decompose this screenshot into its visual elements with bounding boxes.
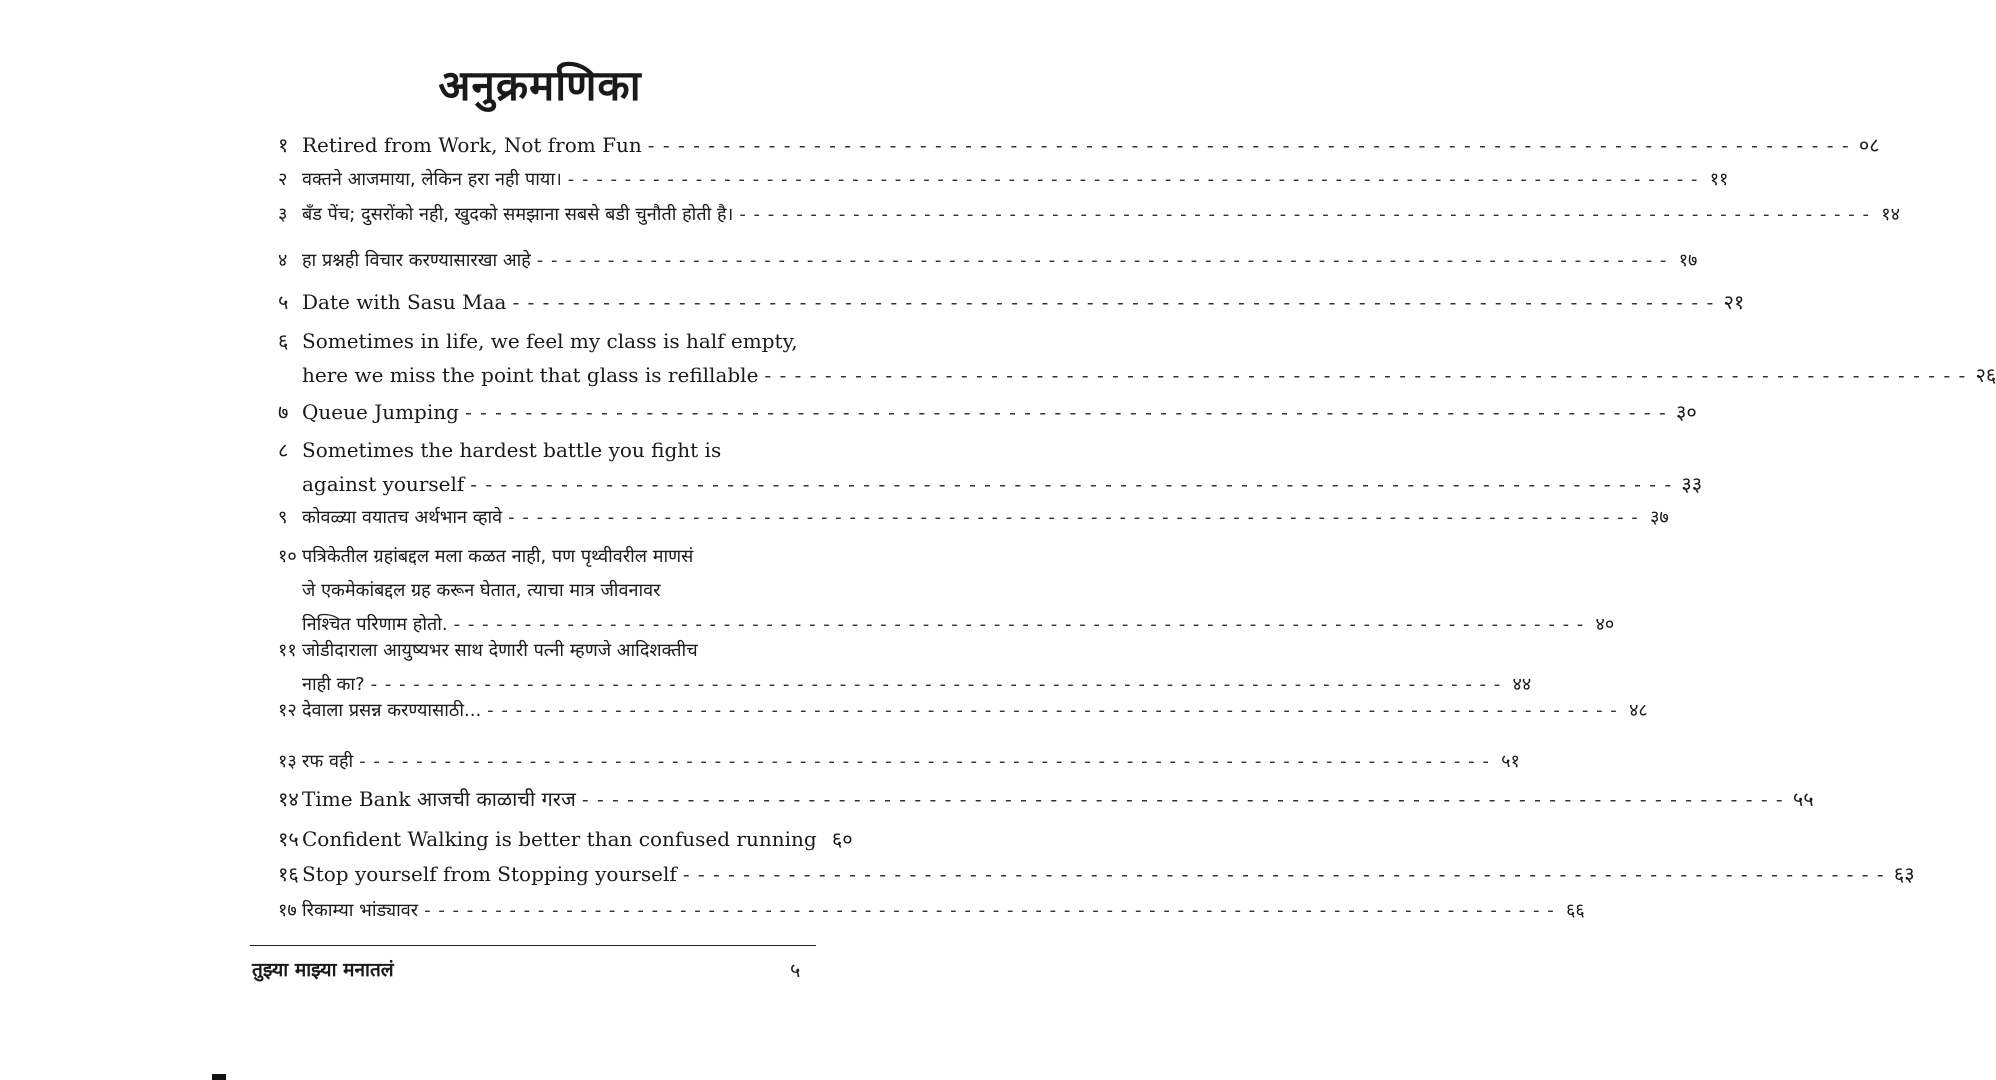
dot-leader: - - - - - - - - - - - - - - - - - - - - - - - - - - - - - - - - - - - - - - - - - - - - - - - - - - - - - - - - - - - - - - - - - - - - - - - - - - - - - - - - <box>581 787 1784 811</box>
toc-entry-line <box>278 467 1703 501</box>
toc-entry-page: २६ <box>1975 363 1996 387</box>
toc-entry-line <box>278 285 1745 319</box>
toc-entry-line <box>278 198 1900 232</box>
toc-entry-page: २१ <box>1723 290 1745 314</box>
toc-entry-title: जोडीदाराला आयुष्यभर साथ देणारी पत्नी म्हणजे आदिशक्तीच <box>302 640 698 661</box>
toc-entry-title: रिकाम्या भांड्यावर <box>302 900 419 921</box>
toc-entry <box>278 694 1648 728</box>
dot-leader: - - - - - - - - - - - - - - - - - - - - - - - - - - - - - - - - - - - - - - - - - - - - - - - - - - - - - - - - - - - - - - - - - - - - - - - - - - - - - - - - <box>512 290 1715 314</box>
toc-entry-number: ९ <box>278 507 288 528</box>
toc-entry <box>278 163 1729 197</box>
footer-page-number: ५ <box>790 958 801 982</box>
toc-entry-line <box>278 540 811 574</box>
toc-entry-number: १६ <box>278 862 299 886</box>
toc-entry-page: १४ <box>1881 204 1900 225</box>
toc-entry-line <box>278 324 811 358</box>
dot-leader: - - - - - - - - - - - - - - - - - - - - - - - - - - - - - - - - - - - - - - - - - - - - - - - - - - - - - - - - - - - - - - - - - - - - - - - - - - - - - - - - <box>739 204 1870 225</box>
toc-entry-page: ५५ <box>1792 787 1814 811</box>
toc-entry-line <box>278 163 1729 197</box>
toc-entry-title: देवाला प्रसन्न करण्यासाठी... <box>302 700 482 721</box>
dot-leader: - - - - - - - - - - - - - - - - - - - - - - - - - - - - - - - - - - - - - - - - - - - - - - - - - - - - - - - - - - - - - - - - - - - - - - - - - - - - - - - - <box>682 862 1885 886</box>
toc-entry <box>278 634 1532 702</box>
toc-entry-title: Date with Sasu Maa <box>302 290 507 314</box>
toc-entry-number: २ <box>278 169 288 190</box>
toc-entry-title: वक्तने आजमाया, लेकिन हरा नही पाया। <box>302 169 562 190</box>
toc-entry-title: पत्रिकेतील ग्रहांबद्दल मला कळत नाही, पण पृथ्वीवरील माणसं <box>302 546 694 567</box>
footer-book-title: तुझ्या माझ्या मनातलं <box>252 959 394 981</box>
toc-entry-title: Sometimes in life, we feel my class is half empty, <box>302 329 798 353</box>
toc-entry-page: ११ <box>1709 169 1729 190</box>
toc-entry-number: १३ <box>278 751 297 772</box>
dot-leader: - - - - - - - - - - - - - - - - - - - - - - - - - - - - - - - - - - - - - - - - - - - - - - - - - - - - - - - - - - - - - - - - - - - - - - - - - - - - - - - - <box>487 700 1618 721</box>
toc-entry-number: १० <box>278 546 297 567</box>
toc-entry-page: ४४ <box>1512 674 1532 695</box>
toc-entry-line <box>278 128 1880 162</box>
dot-leader: - - - - - - - - - - - - - - - - - - - - - - - - - - - - - - - - - - - - - - - - - - - - - - - - - - - - - - - - - - - - - - - - - - - - - - - - - - - - - - - - <box>567 169 1699 190</box>
dot-leader: - - - - - - - - - - - - - - - - - - - - - - - - - - - - - - - - - - - - - - - - - - - - - - - - - - - - - - - - - - - - - - - - - - - - - - - - - - - - - - - - <box>508 507 1639 528</box>
toc-entry-page: ३३ <box>1681 472 1703 496</box>
dot-leader: - - - - - - - - - - - - - - - - - - - - - - - - - - - - - - - - - - - - - - - - - - - - - - - - - - - - - - - - - - - - - - - - - - - - - - - - - - - - - - - - <box>453 614 1585 635</box>
toc-entry-title: जे एकमेकांबद्दल ग्रह करून घेतात, त्याचा मात्र जीवनावर <box>302 580 661 601</box>
toc-entry-number: ११ <box>278 640 297 661</box>
toc-entry <box>278 128 1880 162</box>
toc-entry <box>278 782 1814 816</box>
toc-entry-number: १ <box>278 133 289 157</box>
footer-divider <box>250 945 816 946</box>
toc-entry-line <box>278 358 1996 392</box>
toc-entry-page: ५१ <box>1501 751 1520 772</box>
toc-entry <box>278 857 1915 891</box>
toc-entry-page: ६६ <box>1566 900 1585 921</box>
toc-entry <box>278 822 853 856</box>
toc-entry-line <box>278 894 1585 928</box>
toc-entry-title: निश्चित परिणाम होतो. <box>302 614 448 635</box>
toc-entry-title: Stop yourself from Stopping yourself <box>302 862 677 886</box>
toc-entry-page: ६० <box>831 827 853 851</box>
toc-entry <box>278 501 1669 535</box>
toc-entry-title: here we miss the point that glass is refillable <box>302 363 759 387</box>
toc-entry-line <box>278 857 1915 891</box>
toc-entry-title: Confident Walking is better than confused running <box>302 827 817 851</box>
toc-entry-title: Queue Jumping <box>302 400 459 424</box>
toc-entry-line <box>278 822 853 856</box>
toc-entry-number: १२ <box>278 700 297 721</box>
toc-entry <box>278 198 1900 232</box>
toc-entry <box>278 285 1745 319</box>
toc-entry-line <box>278 574 811 608</box>
dot-leader: - - - - - - - - - - - - - - - - - - - - - - - - - - - - - - - - - - - - - - - - - - - - - - - - - - - - - - - - - - - - - - - - - - - - - - - - - - - - - - - - <box>359 751 1490 772</box>
toc-entry-line <box>278 244 1698 278</box>
toc-entry-number: ३ <box>278 204 288 225</box>
toc-entry-number: ५ <box>278 290 289 314</box>
toc-entry <box>278 395 1697 429</box>
toc-entry <box>278 433 1703 501</box>
toc-entry-page: ४० <box>1595 614 1615 635</box>
toc-entry <box>278 540 1615 642</box>
toc-entry-number: ७ <box>278 400 289 424</box>
toc-entry-page: ३० <box>1676 400 1697 424</box>
scan-mark <box>212 1074 226 1080</box>
dot-leader: - - - - - - - - - - - - - - - - - - - - - - - - - - - - - - - - - - - - - - - - - - - - - - - - - - - - - - - - - - - - - - - - - - - - - - - - - - - - - - - - <box>464 400 1667 424</box>
toc-entry-line <box>278 433 811 467</box>
toc-entry-title: रफ वही <box>302 751 354 772</box>
dot-leader: - - - - - - - - - - - - - - - - - - - - - - - - - - - - - - - - - - - - - - - - - - - - - - - - - - - - - - - - - - - - - - - - - - - - - - - - - - - - - - - - <box>647 133 1850 157</box>
toc-entry <box>278 244 1698 278</box>
toc-entry-line <box>278 694 1648 728</box>
toc-entry-page: १७ <box>1678 250 1698 271</box>
toc-entry-line <box>278 634 811 668</box>
toc-entry <box>278 745 1520 779</box>
dot-leader: - - - - - - - - - - - - - - - - - - - - - - - - - - - - - - - - - - - - - - - - - - - - - - - - - - - - - - - - - - - - - - - - - - - - - - - - - - - - - - - - <box>370 674 1502 695</box>
toc-entry-page: ६३ <box>1893 862 1915 886</box>
toc-entry-page: ३७ <box>1650 507 1669 528</box>
toc-entry-line <box>278 395 1697 429</box>
toc-entry-line <box>278 745 1520 779</box>
toc-entry <box>278 894 1585 928</box>
toc-entry-number: ६ <box>278 329 289 353</box>
toc-entry-title: हा प्रश्नही विचार करण्यासारखा आहे <box>302 250 531 271</box>
toc-entry-line <box>278 782 1814 816</box>
toc-entry-title: कोवळ्या वयातच अर्थभान व्हावे <box>302 507 503 528</box>
toc-entry-number: १५ <box>278 827 299 851</box>
toc-entry-title: बँड पेंच; दुसरोंको नही, खुदको समझाना सबसे बडी चुनौती होती है। <box>302 204 734 225</box>
dot-leader: - - - - - - - - - - - - - - - - - - - - - - - - - - - - - - - - - - - - - - - - - - - - - - - - - - - - - - - - - - - - - - - - - - - - - - - - - - - - - - - - <box>424 900 1555 921</box>
toc-entry-number: ८ <box>278 438 289 462</box>
dot-leader: - - - - - - - - - - - - - - - - - - - - - - - - - - - - - - - - - - - - - - - - - - - - - - - - - - - - - - - - - - - - - - - - - - - - - - - - - - - - - - - - <box>470 472 1673 496</box>
toc-entry-number: १४ <box>278 787 299 811</box>
toc-entry-number: ४ <box>278 250 288 271</box>
dot-leader: - - - - - - - - - - - - - - - - - - - - - - - - - - - - - - - - - - - - - - - - - - - - - - - - - - - - - - - - - - - - - - - - - - - - - - - - - - - - - - - - <box>536 250 1668 271</box>
toc-entry-title: Sometimes the hardest battle you fight is <box>302 438 722 462</box>
toc-entry-page: ४८ <box>1629 700 1648 721</box>
toc-entry-title: Retired from Work, Not from Fun <box>302 133 642 157</box>
toc-entry <box>278 324 1996 392</box>
toc-entry-page: ०८ <box>1858 133 1880 157</box>
toc-entry-number: १७ <box>278 900 297 921</box>
toc-entry-line <box>278 501 1669 535</box>
toc-entry-title: against yourself <box>302 472 465 496</box>
toc-entry-title: Time Bank आजची काळाची गरज <box>302 787 576 811</box>
page-title: अनुक्रमणिका <box>438 61 642 110</box>
toc-entry-title: नाही का? <box>302 674 365 695</box>
dot-leader: - - - - - - - - - - - - - - - - - - - - - - - - - - - - - - - - - - - - - - - - - - - - - - - - - - - - - - - - - - - - - - - - - - - - - - - - - - - - - - - - <box>764 363 1967 387</box>
